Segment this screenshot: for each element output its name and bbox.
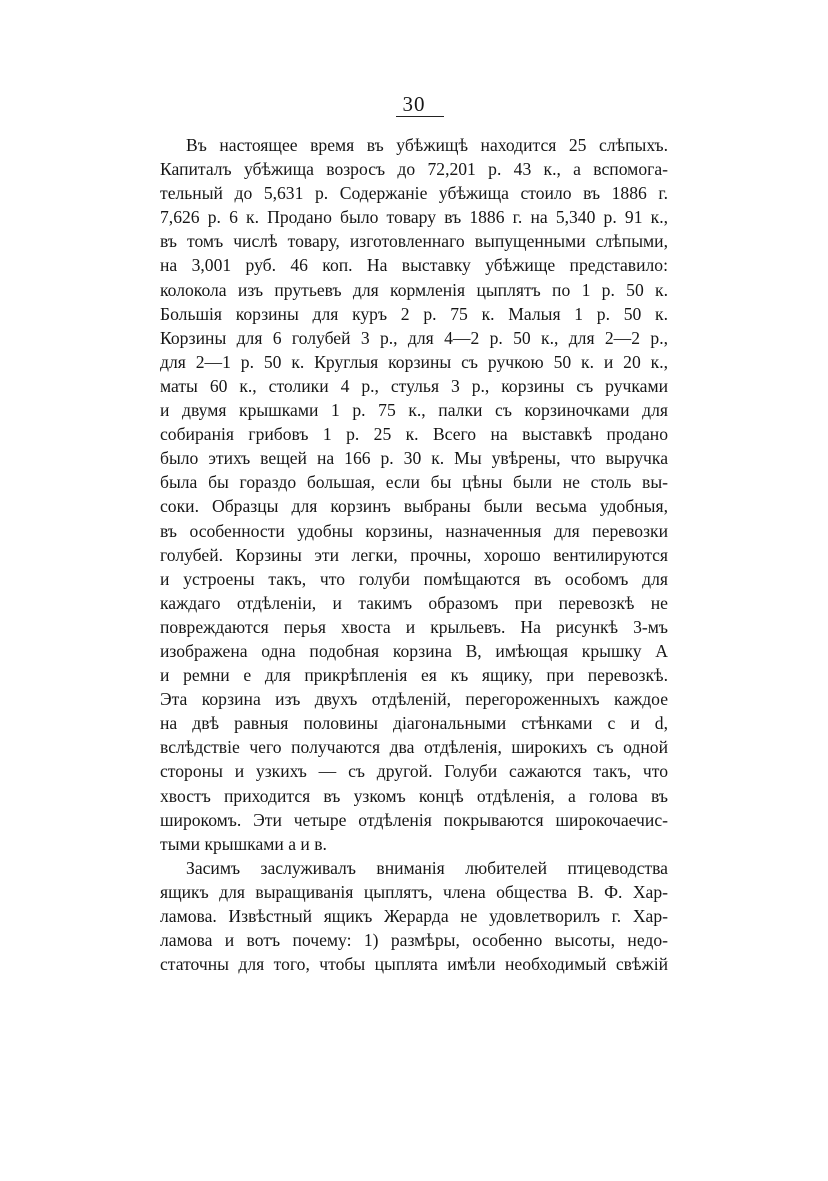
text-line: колокола изъ прутьевъ для кормленія цыплятъ по 1 р. 50 к. — [160, 279, 668, 300]
text-line: тельный до 5,631 р. Содержаніе убѣжища стоило въ 1886 г. — [160, 183, 668, 204]
text-line: 7,626 р. 6 к. Продано было товару въ 1886 г. на 5,340 р. 91 к., — [160, 207, 668, 228]
text-line: Капиталъ убѣжища возросъ до 72,201 р. 43 к., а вспомога- — [160, 159, 668, 180]
text-line: соки. Образцы для корзинъ выбраны были весьма удобныя, — [160, 496, 668, 517]
text-line: на двѣ равныя половины діагональными стѣнками c и d, — [160, 713, 668, 734]
text-line: широкомъ. Эти четыре отдѣленія покрываются широкочаечис- — [160, 809, 668, 830]
text-line: Въ настоящее время въ убѣжищѣ находится 25 слѣпыхъ. — [186, 135, 668, 155]
text-line: въ особенности удобны корзины, назначенныя для перевозки — [160, 520, 668, 541]
text-line: статочны для того, чтобы цыплята имѣли необходимый свѣжій — [160, 954, 668, 975]
text-line: ламова и вотъ почему: 1) размѣры, особенно высоты, недо- — [160, 930, 668, 951]
text-line: голубей. Корзины эти легки, прочны, хорошо вентилируются — [160, 544, 668, 565]
text-line: изображена одна подобная корзина B, имѣющая крышку A — [160, 640, 668, 661]
text-line: въ томъ числѣ товару, изготовленнаго выпущенными слѣпыми, — [160, 231, 668, 252]
text-line: Большія корзины для куръ 2 р. 75 к. Малыя 1 р. 50 к. — [160, 303, 668, 324]
text-line: Засимъ заслуживалъ вниманія любителей птицеводства — [186, 857, 668, 878]
text-line: собиранія грибовъ 1 р. 25 к. Всего на выставкѣ продано — [160, 424, 668, 445]
text-line: и двумя крышками 1 р. 75 к., палки съ корзиночками для — [160, 400, 668, 421]
text-line: на 3,001 руб. 46 коп. На выставку убѣжище представило: — [160, 255, 668, 276]
page-number-wrap — [384, 92, 444, 116]
page-number: 30 — [402, 92, 426, 116]
text-line: было этихъ вещей на 166 р. 30 к. Мы увѣрены, что выручка — [160, 448, 668, 469]
text-line: Корзины для 6 голубей 3 р., для 4—2 р. 50 к., для 2—2 р., — [160, 327, 668, 348]
text-line: стороны и узкихъ — съ другой. Голуби сажаются такъ, что — [160, 761, 668, 782]
text-line: ящикъ для выращиванія цыплятъ, члена общества В. Ф. Хар- — [160, 881, 668, 902]
text-line: маты 60 к., столики 4 р., стулья 3 р., корзины съ ручками — [160, 375, 668, 396]
text-line: была бы гораздо большая, если бы цѣны были не столь вы- — [160, 472, 668, 493]
text-line: ламова. Извѣстный ящикъ Жерарда не удовлетворилъ г. Хар- — [160, 906, 668, 926]
text-line: тыми крышками a и в. — [160, 833, 327, 854]
text-line: для 2—1 р. 50 к. Круглыя корзины съ ручкою 50 к. и 20 к., — [160, 351, 668, 372]
text-line: и устроены такъ, что голуби помѣщаются въ особомъ для — [160, 568, 668, 589]
body-text — [160, 133, 668, 976]
page-number-rule — [396, 116, 444, 117]
text-line: каждаго отдѣленіи, и такимъ образомъ при перевозкѣ не — [160, 592, 668, 613]
paragraph — [160, 133, 668, 856]
paragraph — [160, 856, 668, 976]
text-line: хвостъ приходится въ узкомъ концѣ отдѣленія, а голова въ — [160, 785, 668, 806]
text-line: вслѣдствіе чего получаются два отдѣленія, широкихъ съ одной — [160, 737, 668, 758]
text-line: и ремни e для прикрѣпленія ея къ ящику, при перевозкѣ. — [160, 665, 668, 686]
text-line: повреждаются перья хвоста и крыльевъ. На рисункѣ 3-мъ — [160, 616, 668, 637]
text-line: Эта корзина изъ двухъ отдѣленій, перегороженныхъ каждое — [160, 689, 668, 710]
